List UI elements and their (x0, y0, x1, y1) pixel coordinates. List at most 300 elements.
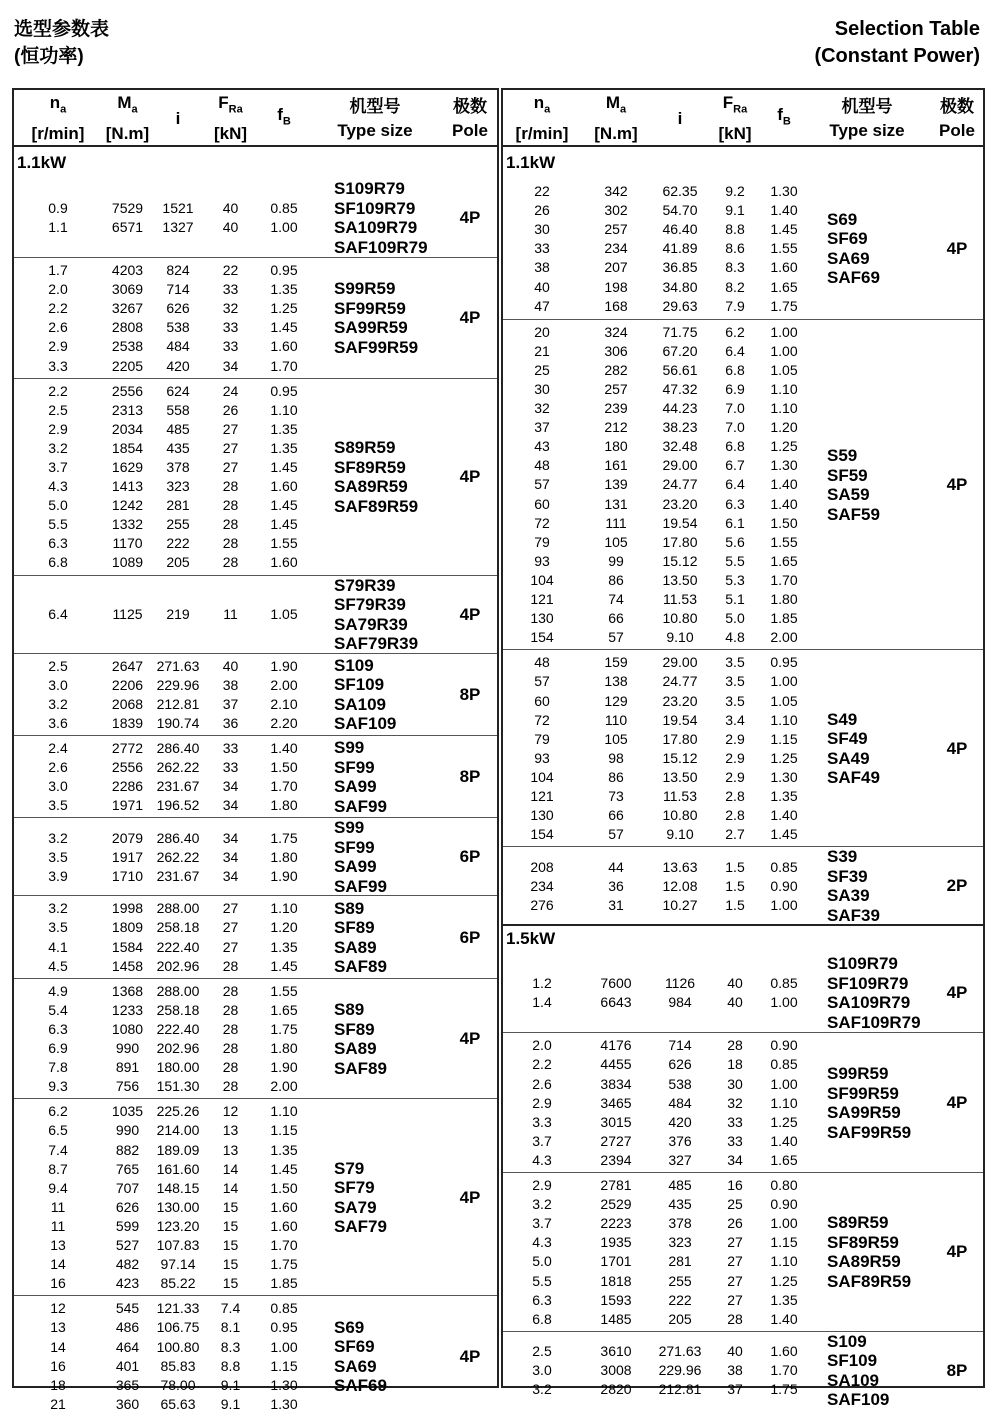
header-service-factor-line (777, 103, 791, 133)
torque-cell: 257 (604, 221, 628, 238)
table-row (503, 399, 813, 418)
model-group (14, 179, 497, 257)
service-factor-cell: 1.25 (770, 1113, 798, 1130)
radial-load-cell: 6.4 (725, 476, 745, 493)
service-factor-cell: 1.60 (270, 1198, 298, 1215)
torque-cell: 1035 (111, 1103, 144, 1120)
speed-cell: 5.0 (532, 1253, 552, 1270)
radial-load-cell: 15 (222, 1237, 239, 1254)
header-pole (442, 90, 498, 147)
ratio-cell: 85.22 (160, 1275, 196, 1292)
table-row (503, 1151, 813, 1170)
model-type-name: S109 (334, 655, 374, 675)
model-type-list (334, 1099, 387, 1296)
ratio-cell: 219 (166, 606, 190, 623)
radial-load-cell: 38 (222, 676, 239, 693)
speed-cell: 60 (534, 692, 550, 709)
service-factor-cell: 1.35 (270, 281, 298, 298)
torque-cell: 1701 (600, 1253, 632, 1270)
model-group (14, 735, 497, 817)
service-factor-cell: 1.45 (270, 497, 298, 514)
torque-cell: 1710 (111, 867, 144, 884)
header-torque-symbol: M (605, 93, 621, 113)
service-factor-cell: 2.00 (270, 1078, 298, 1095)
speed-cell: 2.5 (532, 1343, 552, 1360)
torque-cell: 990 (115, 1040, 140, 1057)
header-pole-line: 极数 (940, 96, 974, 116)
torque-cell: 2820 (600, 1381, 632, 1398)
table-row (14, 1255, 324, 1274)
table-row (14, 261, 324, 280)
model-type-list (334, 979, 387, 1100)
speed-cell: 2.2 (532, 1056, 552, 1073)
table-row (503, 993, 813, 1012)
speed-cell: 2.9 (532, 1094, 552, 1111)
ratio-cell: 626 (166, 300, 190, 317)
model-type-list (827, 650, 880, 847)
service-factor-cell: 1.05 (770, 692, 798, 709)
service-factor-cell: 1.80 (770, 591, 798, 608)
speed-cell: 93 (534, 749, 550, 766)
table-row (14, 496, 324, 515)
table-row (14, 796, 324, 815)
torque-cell: 891 (115, 1059, 140, 1076)
table-row (14, 1338, 324, 1357)
model-type-name: SF69 (334, 1337, 375, 1357)
torque-cell: 2529 (600, 1196, 632, 1213)
torque-cell: 1593 (600, 1291, 632, 1308)
service-factor-cell: 1.20 (770, 419, 798, 436)
radial-load-cell: 6.4 (725, 342, 745, 359)
model-type-list (827, 954, 921, 1032)
service-factor-cell: 1.35 (770, 788, 798, 805)
torque-cell: 2781 (600, 1177, 632, 1194)
service-factor-cell: 1.00 (270, 1338, 298, 1355)
table-row (14, 553, 324, 572)
header-radial-load (709, 90, 761, 147)
model-type-name: SAF109 (334, 714, 397, 734)
model-type-name: SAF89 (334, 957, 387, 977)
service-factor-cell: 1.40 (770, 1310, 798, 1327)
speed-cell: 4.1 (48, 938, 68, 955)
radial-load-cell: 18 (727, 1056, 743, 1073)
ratio-cell: 130.00 (156, 1198, 200, 1215)
ratio-cell: 29.00 (662, 457, 698, 474)
header-type-size-line: 机型号 (841, 96, 893, 116)
torque-cell: 139 (604, 476, 628, 493)
service-factor-cell: 1.10 (770, 380, 798, 397)
model-type-name: S49 (827, 709, 858, 729)
radial-load-cell: 24 (222, 382, 239, 399)
table-row (503, 323, 813, 342)
ratio-cell: 212.81 (658, 1381, 702, 1398)
speed-cell: 4.5 (48, 957, 68, 974)
model-type-name: S109 (827, 1331, 867, 1351)
torque-cell: 2079 (111, 829, 144, 846)
torque-cell: 66 (608, 610, 624, 627)
service-factor-cell: 0.90 (770, 877, 798, 894)
service-factor-cell: 1.00 (770, 896, 798, 913)
model-type-list (334, 896, 387, 978)
table-row (503, 437, 813, 456)
speed-cell: 2.5 (48, 401, 68, 418)
torque-cell: 3267 (111, 300, 144, 317)
model-type-name: S89 (334, 1000, 365, 1020)
service-factor-cell: 0.85 (270, 199, 298, 216)
radial-load-cell: 6.2 (725, 323, 745, 340)
radial-load-cell: 33 (727, 1132, 743, 1149)
torque-cell: 86 (608, 571, 624, 588)
model-type-name: SF99 (334, 757, 375, 777)
radial-load-cell: 26 (727, 1215, 743, 1232)
ratio-cell: 23.20 (662, 495, 698, 512)
torque-cell: 2034 (111, 420, 144, 437)
ratio-cell: 225.26 (156, 1103, 200, 1120)
radial-load-cell: 8.6 (725, 240, 745, 257)
ratio-cell: 231.67 (156, 867, 200, 884)
service-factor-cell: 1.10 (270, 401, 298, 418)
model-type-name: S59 (827, 446, 858, 466)
speed-cell: 3.9 (48, 867, 68, 884)
model-group (14, 653, 497, 735)
table-row (14, 982, 324, 1001)
torque-cell: 360 (115, 1395, 140, 1412)
radial-load-cell: 7.9 (725, 297, 745, 314)
header-speed (14, 90, 102, 147)
torque-cell: 131 (604, 495, 628, 512)
speed-cell: 30 (534, 221, 550, 238)
table-row (14, 199, 324, 218)
radial-load-cell: 32 (222, 300, 239, 317)
ratio-cell: 212.81 (156, 695, 200, 712)
header-service-factor (761, 90, 807, 147)
service-factor-cell: 1.70 (770, 571, 798, 588)
speed-cell: 2.0 (532, 1037, 552, 1054)
pole-count: 6P (459, 927, 481, 947)
torque-cell: 1809 (111, 919, 144, 936)
table-row (14, 515, 324, 534)
header-type-size-line: Type size (829, 120, 905, 140)
service-factor-cell: 1.90 (270, 657, 298, 674)
table-row (503, 1113, 813, 1132)
ratio-cell: 148.15 (156, 1179, 200, 1196)
torque-cell: 31 (608, 896, 624, 913)
speed-cell: 3.7 (532, 1132, 552, 1149)
pole-count: 4P (459, 604, 481, 624)
speed-cell: 3.7 (532, 1215, 552, 1232)
model-type-name: SA99 (334, 777, 377, 797)
model-type-list (334, 379, 418, 576)
model-type-name: S109R79 (827, 954, 898, 974)
radial-load-cell: 28 (222, 1059, 239, 1076)
header-torque-line: [N.m] (105, 123, 150, 143)
service-factor-cell: 1.10 (270, 900, 298, 917)
ratio-cell: 485 (668, 1177, 692, 1194)
speed-cell: 32 (534, 400, 550, 417)
torque-cell: 4203 (111, 262, 144, 278)
ratio-cell: 107.83 (156, 1237, 200, 1254)
model-type-list (827, 320, 880, 651)
speed-cell: 72 (534, 711, 550, 728)
ratio-cell: 286.40 (156, 829, 200, 846)
ratio-cell: 214.00 (156, 1122, 200, 1139)
table-row (503, 974, 813, 993)
radial-load-cell: 38 (727, 1362, 743, 1379)
radial-load-cell: 34 (222, 357, 239, 374)
service-factor-cell: 1.60 (270, 478, 298, 495)
header-radial-load-line: [kN] (718, 123, 752, 143)
service-factor-cell: 1.30 (770, 768, 798, 785)
table-row (503, 672, 813, 691)
table-row (14, 1179, 324, 1198)
radial-load-cell: 27 (222, 420, 239, 437)
speed-cell: 6.2 (48, 1103, 68, 1120)
ratio-cell: 435 (166, 439, 190, 456)
header-service-factor-symbol: f (777, 105, 783, 125)
model-type-name: SF79 (334, 1178, 375, 1198)
speed-cell: 4.3 (48, 478, 68, 495)
ratio-cell: 262.22 (156, 848, 200, 865)
ratio-cell: 222 (166, 535, 190, 552)
radial-load-cell: 28 (222, 982, 239, 999)
model-type-name: SF89 (334, 918, 375, 938)
header-service-factor-subscript: B (282, 115, 291, 128)
ratio-cell: 538 (668, 1075, 692, 1092)
model-type-name: SA89 (334, 937, 377, 957)
torque-cell: 36 (608, 877, 624, 894)
table-row (503, 628, 813, 647)
speed-cell: 0.9 (48, 199, 68, 216)
table-row (503, 342, 813, 361)
ratio-cell: 288.00 (156, 982, 200, 999)
speed-cell: 3.2 (48, 695, 68, 712)
service-factor-cell: 0.95 (270, 1319, 298, 1336)
ratio-cell: 420 (668, 1113, 692, 1130)
speed-cell: 3.6 (48, 714, 68, 731)
speed-cell: 2.6 (532, 1075, 552, 1092)
radial-load-cell: 2.9 (725, 749, 745, 766)
radial-load-cell: 6.1 (725, 514, 745, 531)
ratio-cell: 258.18 (156, 919, 200, 936)
table-row (14, 1077, 324, 1096)
header-torque-line: [N.m] (594, 123, 638, 143)
radial-load-cell: 2.8 (725, 788, 745, 805)
radial-load-cell: 40 (727, 1343, 743, 1360)
power-section-divider (503, 924, 983, 926)
service-factor-cell: 1.45 (770, 826, 798, 843)
radial-load-cell: 28 (222, 1040, 239, 1057)
torque-cell: 257 (604, 380, 628, 397)
service-factor-cell: 1.00 (270, 219, 298, 235)
ratio-cell: 78.00 (160, 1376, 196, 1393)
radial-load-cell: 34 (727, 1151, 743, 1168)
torque-cell: 626 (115, 1198, 140, 1215)
torque-cell: 3008 (600, 1362, 632, 1379)
ratio-cell: 23.20 (662, 692, 698, 709)
radial-load-cell: 40 (222, 657, 239, 674)
header-radial-load-line (218, 91, 242, 121)
ratio-cell: 376 (668, 1132, 692, 1149)
service-factor-cell: 1.20 (270, 919, 298, 936)
speed-cell: 130 (530, 610, 554, 627)
header-torque (102, 90, 153, 147)
radial-load-cell: 27 (222, 900, 239, 917)
service-factor-cell: 1.10 (270, 1103, 298, 1120)
ratio-cell: 286.40 (156, 740, 200, 756)
speed-cell: 3.0 (48, 676, 68, 693)
speed-cell: 2.9 (48, 338, 68, 355)
table-row (503, 418, 813, 437)
ratio-cell: 420 (166, 357, 190, 374)
speed-cell: 33 (534, 240, 550, 257)
torque-cell: 2556 (111, 382, 144, 399)
model-type-list (334, 736, 387, 818)
radial-load-cell: 5.5 (725, 552, 745, 569)
ratio-cell: 56.61 (662, 361, 698, 378)
radial-load-cell: 15 (222, 1217, 239, 1234)
table-row (503, 514, 813, 533)
table-header (14, 90, 497, 147)
torque-cell: 423 (115, 1275, 140, 1292)
ratio-cell: 10.80 (662, 807, 698, 824)
radial-load-cell: 27 (222, 458, 239, 475)
torque-cell: 98 (608, 749, 624, 766)
speed-cell: 13 (50, 1319, 66, 1336)
table-row (503, 1094, 813, 1113)
service-factor-cell: 1.00 (770, 342, 798, 359)
torque-cell: 161 (604, 457, 628, 474)
torque-cell: 2206 (111, 676, 144, 693)
header-torque (581, 90, 651, 147)
torque-cell: 57 (608, 826, 624, 843)
speed-cell: 2.9 (532, 1177, 552, 1194)
table-row (14, 318, 324, 337)
radial-load-cell: 5.3 (725, 571, 745, 588)
torque-cell: 2772 (111, 740, 144, 756)
torque-cell: 365 (115, 1376, 140, 1393)
ratio-cell: 558 (166, 401, 190, 418)
model-type-name: SAF109R79 (334, 237, 428, 257)
radial-load-cell: 25 (727, 1196, 743, 1213)
speed-cell: 154 (530, 629, 554, 646)
ratio-cell: 222.40 (156, 938, 200, 955)
speed-cell: 3.3 (48, 357, 68, 374)
speed-cell: 2.6 (48, 319, 68, 336)
service-factor-cell: 1.15 (770, 1234, 798, 1251)
model-type-name: SAF49 (827, 768, 880, 788)
header-type-size-line: Type size (337, 120, 413, 140)
service-factor-cell: 0.90 (770, 1037, 798, 1054)
speed-cell: 6.8 (48, 554, 68, 571)
ratio-cell: 65.63 (160, 1395, 196, 1412)
speed-cell: 48 (534, 654, 550, 671)
pole-count: 4P (946, 738, 968, 758)
header-radial-load-subscript: Ra (733, 103, 748, 116)
radial-load-cell: 8.3 (725, 259, 745, 276)
speed-cell: 57 (534, 476, 550, 493)
ratio-cell: 327 (668, 1151, 692, 1168)
title-en-line1: Selection Table (834, 18, 980, 40)
speed-cell: 79 (534, 730, 550, 747)
model-type-name: SF99R59 (827, 1083, 899, 1103)
table-row (503, 1291, 813, 1310)
table-row (503, 692, 813, 711)
ratio-cell: 13.50 (662, 571, 698, 588)
table-row (14, 218, 324, 237)
radial-load-cell: 27 (727, 1272, 743, 1289)
table-row (503, 896, 813, 915)
header-type-size (310, 90, 440, 147)
torque-cell: 464 (115, 1338, 140, 1355)
model-type-name: SA109 (334, 694, 386, 714)
table-row (14, 1102, 324, 1121)
service-factor-cell: 0.95 (270, 262, 298, 278)
ratio-cell: 17.80 (662, 730, 698, 747)
ratio-cell: 34.80 (662, 278, 698, 295)
pole-count: 4P (946, 1093, 968, 1113)
model-group (503, 319, 983, 650)
radial-load-cell: 7.4 (220, 1300, 241, 1317)
model-type-name: SA99 (334, 857, 377, 877)
ratio-cell: 29.00 (662, 654, 698, 671)
service-factor-cell: 1.15 (270, 1122, 298, 1139)
radial-load-cell: 9.2 (725, 183, 745, 199)
model-type-name: S99R59 (827, 1064, 889, 1084)
header-radial-load-symbol: F (722, 93, 734, 113)
speed-cell: 93 (534, 552, 550, 569)
radial-load-cell: 28 (222, 1078, 239, 1095)
speed-cell: 6.3 (532, 1291, 552, 1308)
table-row (503, 1361, 813, 1380)
torque-cell: 1917 (111, 848, 144, 865)
torque-cell: 4455 (600, 1056, 632, 1073)
service-factor-cell: 1.70 (270, 357, 298, 374)
service-factor-cell: 1.30 (770, 183, 798, 199)
ratio-cell: 202.96 (156, 1040, 200, 1057)
model-type-name: SA69 (334, 1356, 377, 1376)
service-factor-cell: 1.00 (770, 1215, 798, 1232)
radial-load-cell: 5.0 (725, 610, 745, 627)
pole-count: 4P (459, 1346, 481, 1366)
ratio-cell: 288.00 (156, 900, 200, 917)
radial-load-cell: 28 (222, 1001, 239, 1018)
torque-cell: 138 (604, 673, 628, 690)
ratio-cell: 24.77 (662, 673, 698, 690)
model-type-list (334, 179, 428, 257)
ratio-cell: 97.14 (160, 1256, 196, 1273)
torque-cell: 2647 (111, 657, 144, 674)
model-type-name: SF109R79 (827, 973, 909, 993)
torque-cell: 7600 (600, 975, 632, 992)
torque-cell: 1629 (111, 458, 144, 475)
table-row (14, 1020, 324, 1039)
ratio-cell: 229.96 (156, 676, 200, 693)
torque-cell: 3834 (600, 1075, 632, 1092)
radial-load-cell: 40 (727, 975, 743, 992)
torque-cell: 1485 (600, 1310, 632, 1327)
radial-load-cell: 26 (222, 401, 239, 418)
table-row (503, 1252, 813, 1271)
speed-cell: 38 (534, 259, 550, 276)
speed-cell: 11 (50, 1217, 66, 1234)
model-type-name: SA69 (827, 248, 870, 268)
service-factor-cell: 1.75 (270, 1256, 298, 1273)
torque-cell: 1368 (111, 982, 144, 999)
header-speed-line (50, 91, 67, 121)
ratio-cell: 281 (668, 1253, 692, 1270)
radial-load-cell: 8.1 (220, 1319, 241, 1336)
title-cn-line1: 选型参数表 (14, 19, 110, 40)
